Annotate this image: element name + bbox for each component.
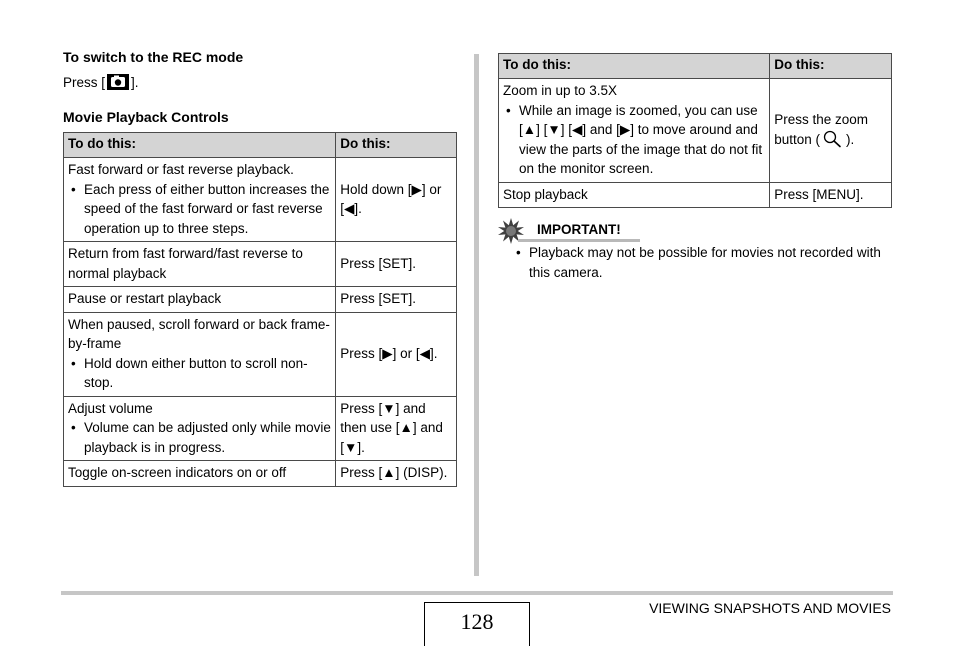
action-cell [499, 79, 770, 183]
table-row [64, 312, 457, 396]
table-row [64, 461, 457, 487]
rec-press-suffix: ]. [131, 75, 139, 90]
list-item: • Hold down either button to scroll non-stop. [68, 354, 331, 393]
table-row [64, 287, 457, 313]
table-row [64, 396, 457, 461]
action-bullets [68, 180, 331, 239]
header-do-this: Do this: [336, 133, 457, 158]
action-cell: Return from fast forward/fast reverse to normal playback [64, 242, 336, 287]
list-item: • Volume can be adjusted only while movie playback is in progress. [68, 418, 331, 457]
do-cell: Hold down [▶] or [◀]. [336, 158, 457, 242]
table-row [64, 158, 457, 242]
table-row [499, 182, 892, 208]
action-cell [64, 158, 336, 242]
do-cell: Press [▼] and then use [▲] and [▼]. [336, 396, 457, 461]
important-list [513, 243, 898, 282]
movie-controls-table [63, 132, 457, 487]
footer-divider [61, 591, 893, 595]
action-cell: Pause or restart playback [64, 287, 336, 313]
action-cell: Toggle on-screen indicators on or off [64, 461, 336, 487]
table-header-row [64, 133, 457, 158]
list-item: • While an image is zoomed, you can use [▲] [▼] [◀] and [▶] to move around and view the parts of the image that do not fit on the monitor screen. [503, 101, 765, 179]
page-number: 128 [460, 609, 494, 634]
section-title: VIEWING SNAPSHOTS AND MOVIES [649, 600, 891, 616]
zoom-press-suffix: ). [846, 131, 855, 147]
do-cell [770, 79, 892, 183]
action-bullets [68, 418, 331, 457]
header-do-this: Do this: [770, 54, 892, 79]
rec-mode-instruction [63, 74, 139, 90]
page-number-box [424, 602, 530, 646]
action-bullets [503, 101, 765, 179]
important-underline [518, 239, 640, 242]
list-item: • Each press of either button increases the speed of the fast forward or fast reverse operation up to three steps. [68, 180, 331, 239]
action-cell [64, 396, 336, 461]
zoom-icon [822, 130, 844, 148]
rec-mode-heading: To switch to the REC mode [63, 49, 244, 65]
do-cell: Press [SET]. [336, 242, 457, 287]
action-text: Fast forward or fast reverse playback. [68, 162, 294, 177]
do-cell: Press [▲] (DISP). [336, 461, 457, 487]
table-row [64, 242, 457, 287]
camera-icon [107, 74, 129, 90]
action-cell [64, 312, 336, 396]
action-cell: Stop playback [499, 182, 770, 208]
zoom-controls-table [498, 53, 892, 208]
action-text: Adjust volume [68, 400, 153, 416]
rec-press-prefix: Press [ [63, 75, 106, 90]
zoom-press-prefix: Press the zoom button ( [774, 112, 869, 147]
do-cell: Press [▶] or [◀]. [336, 312, 457, 396]
table-header-row [499, 54, 892, 79]
action-text: When paused, scroll forward or back frame-by-frame [68, 316, 330, 351]
header-to-do: To do this: [64, 133, 336, 158]
movie-controls-heading: Movie Playback Controls [63, 109, 229, 125]
list-item: • Playback may not be possible for movies not recorded with this camera. [513, 243, 898, 282]
do-cell: Press [SET]. [336, 287, 457, 313]
column-divider [474, 54, 479, 576]
action-bullets [68, 354, 331, 393]
do-cell: Press [MENU]. [770, 182, 892, 208]
header-to-do: To do this: [499, 54, 770, 79]
table-row [499, 79, 892, 183]
action-text: Zoom in up to 3.5X [503, 83, 618, 98]
important-label: IMPORTANT! [537, 222, 621, 237]
